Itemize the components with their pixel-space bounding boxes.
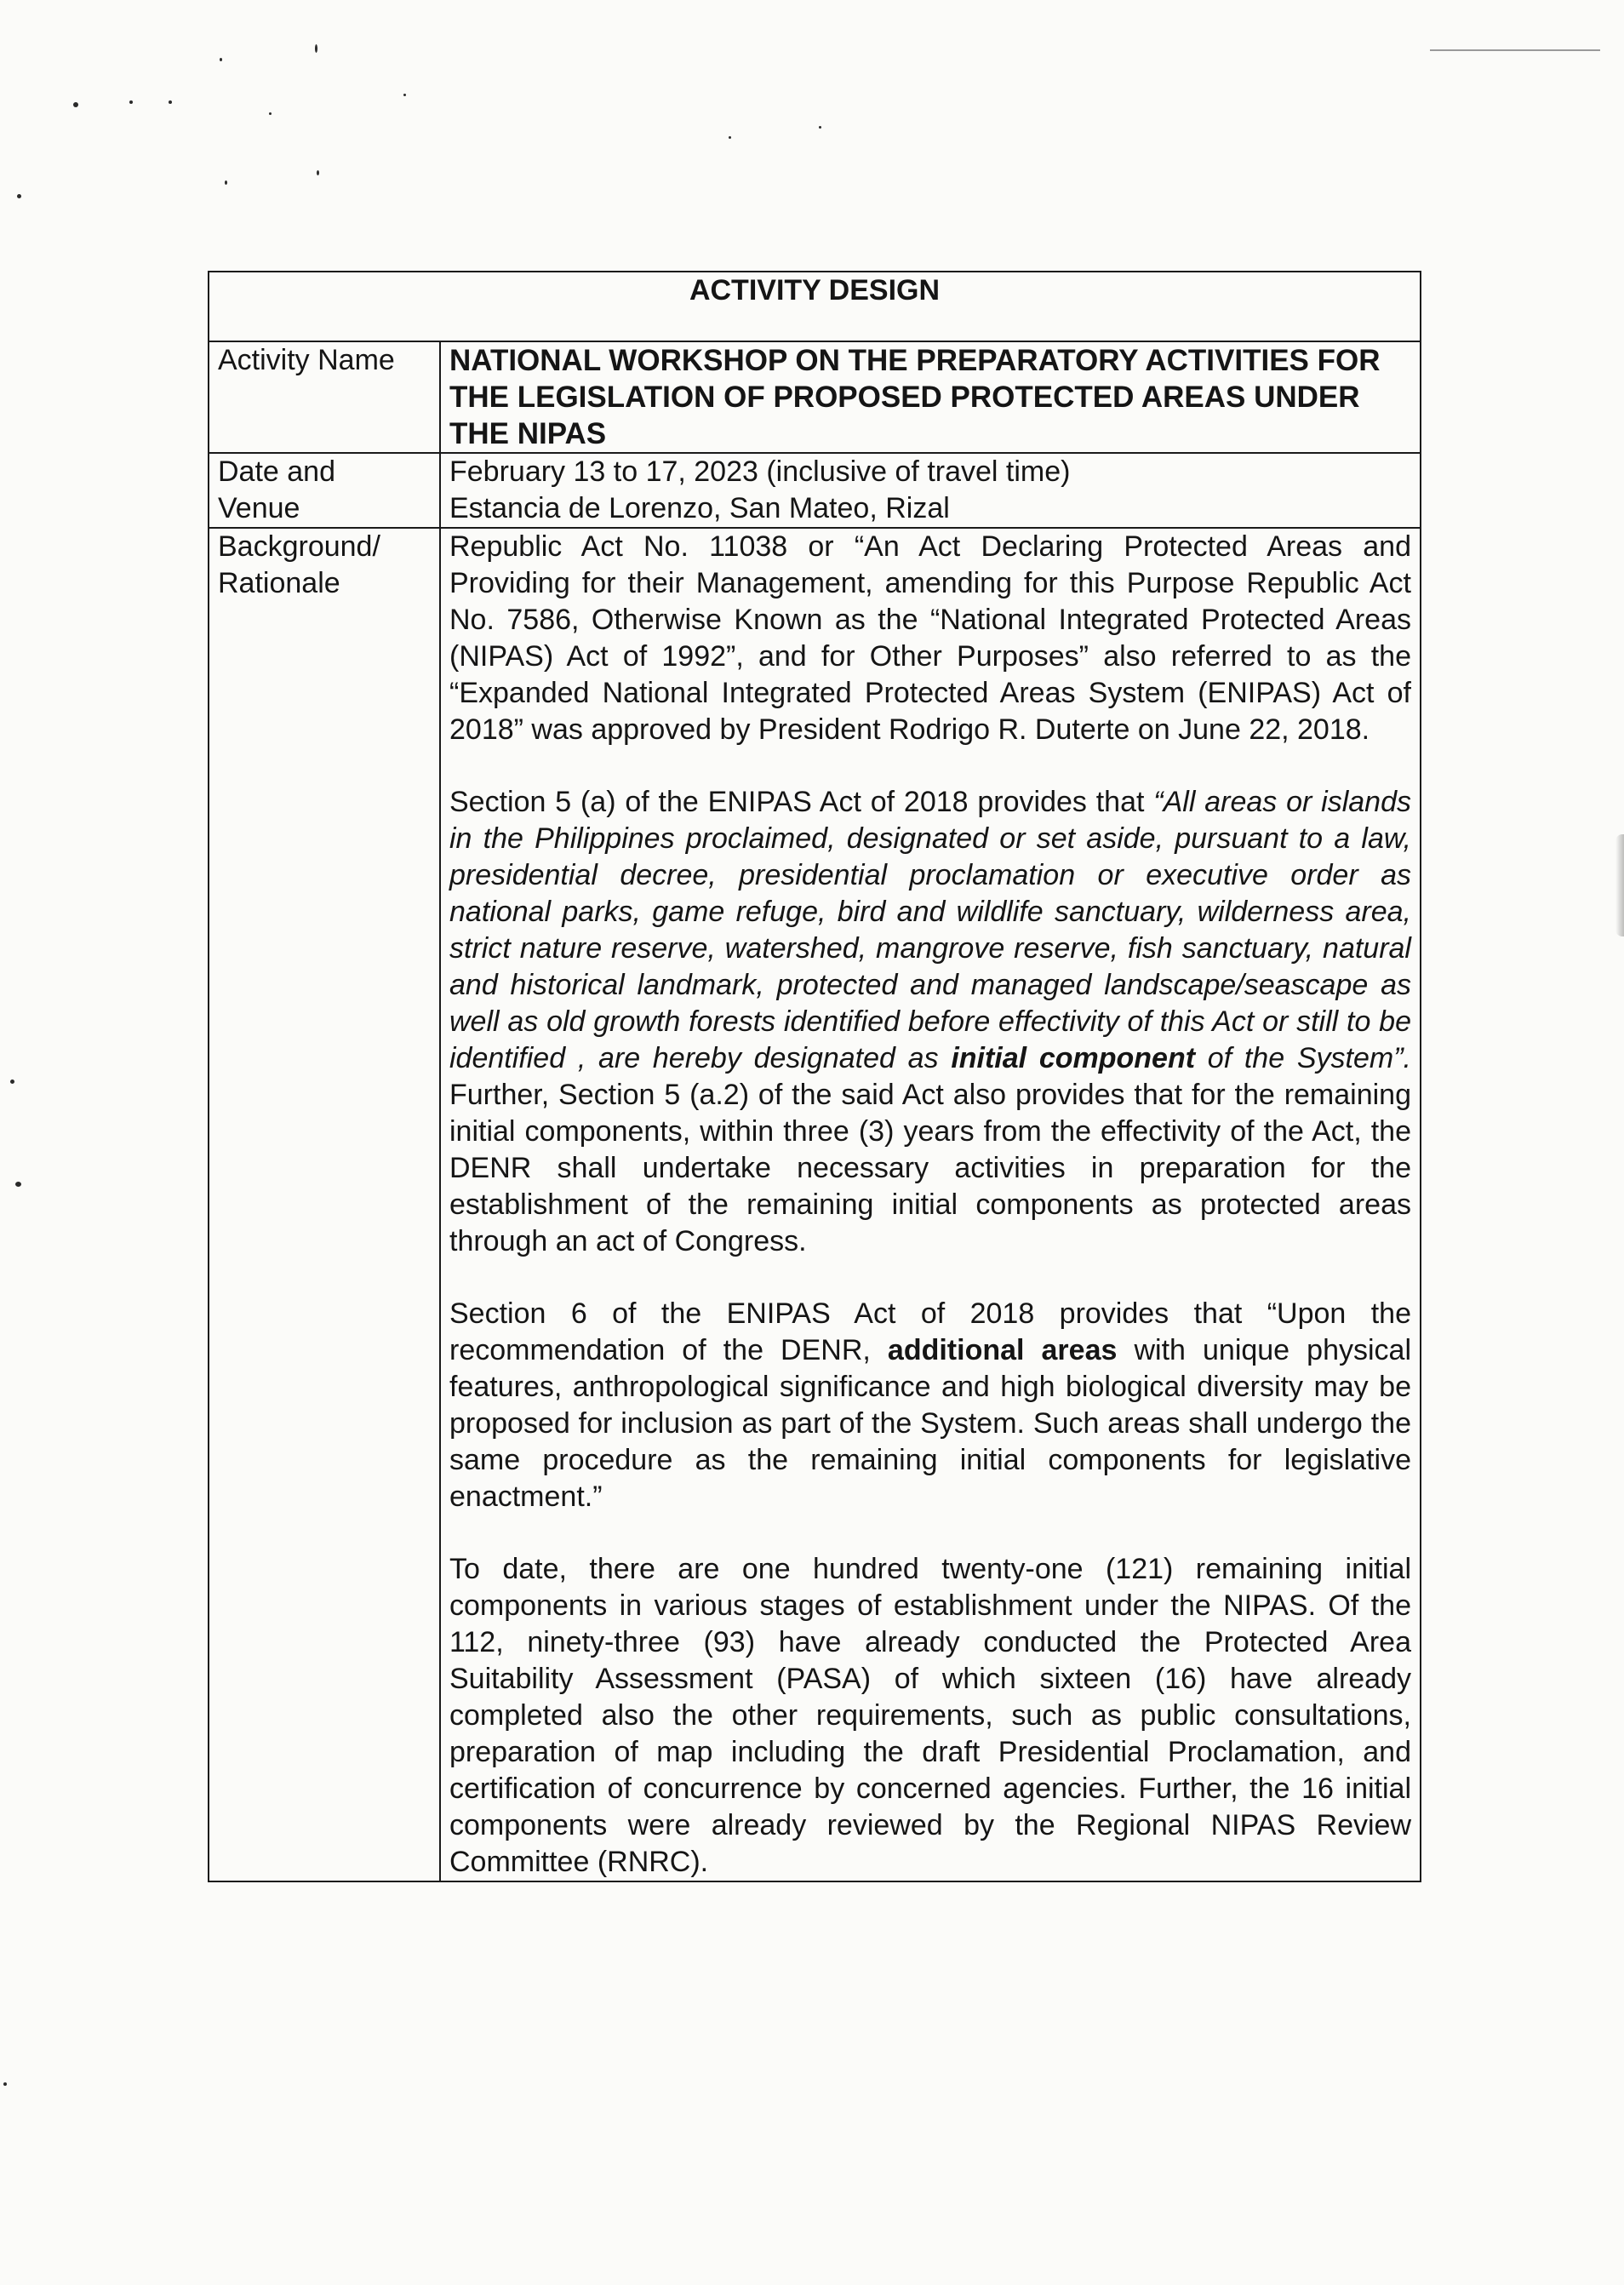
- scan-speck: [220, 58, 222, 61]
- activity-name-row: [209, 341, 1421, 453]
- date-venue-row: [209, 453, 1421, 528]
- scan-edge-shadow: [1615, 834, 1624, 936]
- rationale-paragraph-3: [449, 1296, 1411, 1515]
- rationale-paragraph-2: [449, 784, 1411, 1260]
- background-text: [440, 528, 1421, 1881]
- scan-speck: [269, 112, 272, 115]
- activity-date: February 13 to 17, 2023 (inclusive of travel time): [449, 455, 1071, 488]
- scan-speck: [129, 100, 133, 104]
- date-venue-label-line2: Venue: [218, 492, 300, 524]
- rationale-paragraph-1: Republic Act No. 11038 or “An Act Declaring Protected Areas and Providing for their Management, amending for this Purpose Republic Act No. 7586, Otherwise Known as the “National Integrated Protected Areas (NIPAS) Act of 1992”, and for Other Purposes” also referred to as the “Expanded National Integrated Protected Areas System (ENIPAS) Act of 2018” was approved by President Rodrigo R. Duterte on June 22, 2018.: [449, 530, 1411, 746]
- activity-design-table: [208, 271, 1421, 1882]
- p3-bold: additional areas: [887, 1334, 1118, 1366]
- p2-quote-bold: initial component: [951, 1042, 1196, 1074]
- scan-speck: [10, 1080, 14, 1084]
- background-row: [209, 528, 1421, 1881]
- scan-edge-line: [1430, 49, 1600, 51]
- p2-quote: “All areas or islands in the Philippines proclaimed, designated or set aside, pursuant to a law, presidential decree, presidential proclamation or executive order as national parks, game refuge, bird and wildlife sanctuary, wilderness area, strict nature reserve, watershed, mangrove reserve, fish sanctuary, natural and historical landmark, protected and managed landscape/seascape as well as old growth forests identified before effectivity of this Act or still to be identified , are hereby designated as: [449, 786, 1411, 1074]
- scan-speck: [729, 136, 731, 139]
- rationale-paragraph-4: To date, there are one hundred twenty-one (121) remaining initial components in various stages of establishment under the NIPAS. Of the 112, ninety-three (93) have already conducted the Protected Area Suitability Assessment (PASA) of which sixteen (16) have already completed also the other requirements, such as public consultations, preparation of map including the draft Presidential Proclamation, and certification of concurrence by concerned agencies. Further, the 16 initial components were already reviewed by the Regional NIPAS Review Committee (RNRC).: [449, 1553, 1411, 1878]
- p2-quote-end: of the System”.: [1195, 1042, 1411, 1074]
- p2-rest: Further, Section 5 (a.2) of the said Act also provides that for the remaining initial components, within three (3) years from the effectivity of the Act, the DENR shall undertake necessary activities in preparation for the establishment of the remaining initial components as protected areas through an act of Congress.: [449, 1079, 1411, 1257]
- scan-speck: [403, 94, 406, 96]
- activity-name-value: NATIONAL WORKSHOP ON THE PREPARATORY ACTIVITIES FOR THE LEGISLATION OF PROPOSED PROTECTED AREAS UNDER THE NIPAS: [440, 341, 1421, 453]
- p3-intro: Section 6 of the ENIPAS Act of 2018 provides that “Upon the recommendation of the DENR,: [449, 1297, 1411, 1366]
- scan-speck: [17, 194, 21, 198]
- scan-speck: [819, 126, 821, 129]
- date-venue-value: [440, 453, 1421, 528]
- background-label-line2: Rationale: [218, 567, 340, 599]
- activity-name-label: Activity Name: [209, 341, 440, 453]
- scan-speck: [225, 180, 227, 185]
- scan-speck: [3, 2082, 7, 2086]
- scan-speck: [73, 102, 78, 107]
- date-venue-label: [209, 453, 440, 528]
- p3-rest: with unique physical features, anthropological significance and high biological diversity may be proposed for inclusion as part of the System. Such areas shall undergo the same procedure as the remaining initial components for legislative enactment.”: [449, 1334, 1411, 1513]
- scan-speck: [315, 44, 317, 53]
- p2-intro: Section 5 (a) of the ENIPAS Act of 2018 provides that: [449, 786, 1154, 818]
- table-heading: ACTIVITY DESIGN: [209, 272, 1421, 341]
- scan-speck: [169, 100, 172, 104]
- activity-venue: Estancia de Lorenzo, San Mateo, Rizal: [449, 492, 950, 524]
- scan-speck: [317, 170, 319, 175]
- table-header-row: [209, 272, 1421, 341]
- background-label: [209, 528, 440, 1881]
- date-venue-label-line1: Date and: [218, 455, 335, 488]
- scan-speck: [15, 1182, 21, 1187]
- background-label-line1: Background/: [218, 530, 380, 563]
